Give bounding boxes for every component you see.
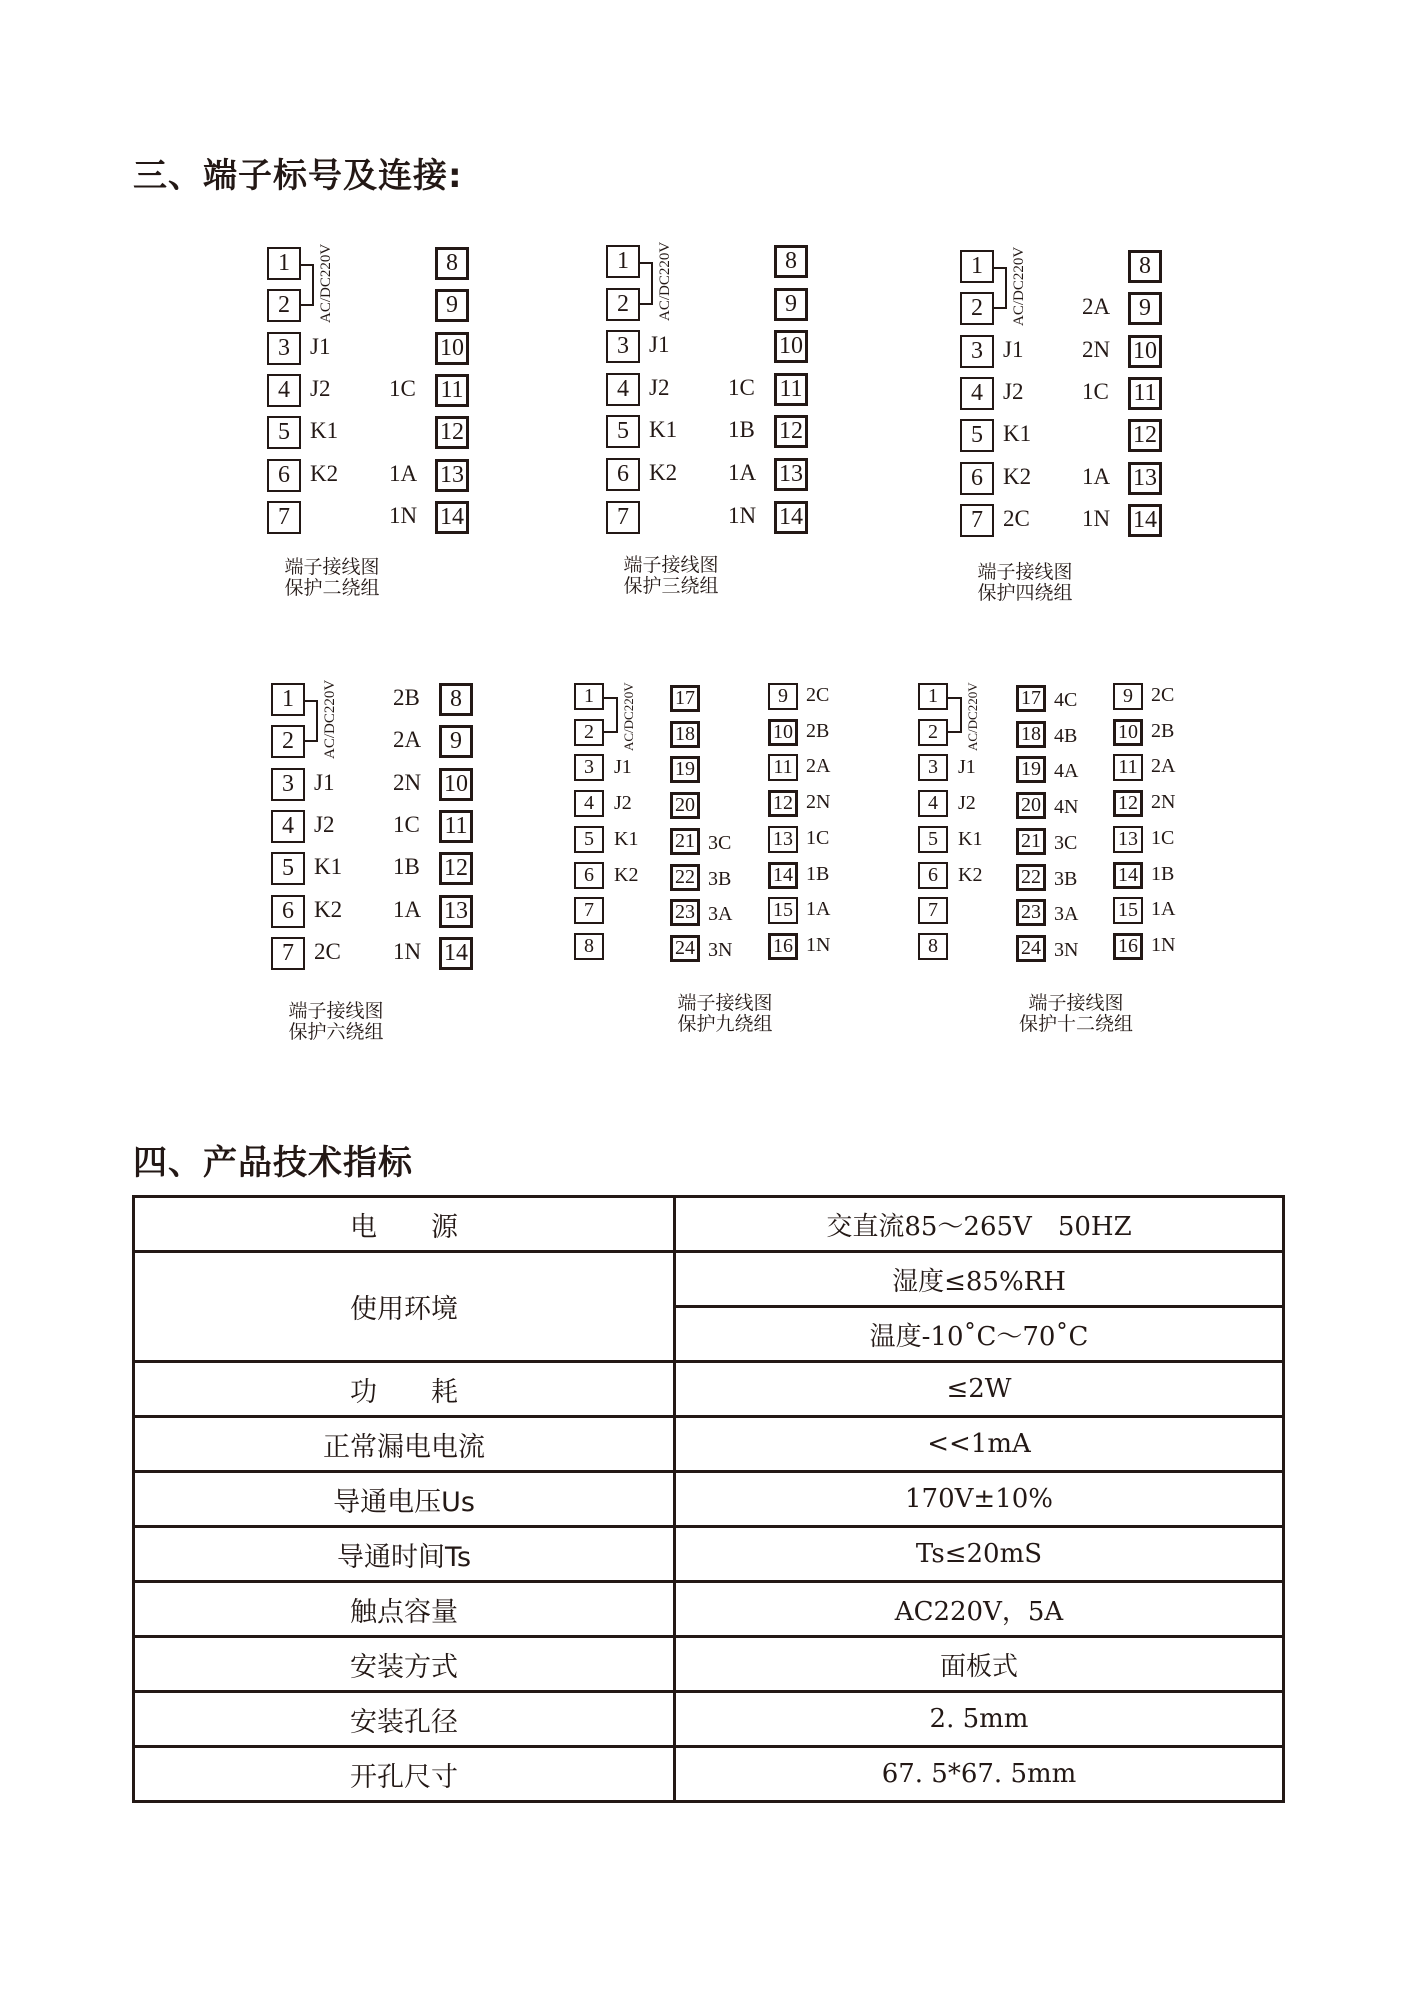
power-label: AC/DC220V <box>621 682 636 751</box>
spec-value: AC220V，5A <box>675 1582 1284 1637</box>
terminal-label: 2B <box>393 685 420 710</box>
terminal-5: 5 <box>960 419 994 452</box>
terminal-10: 10 <box>768 719 798 746</box>
terminal-5: 5 <box>574 826 604 853</box>
terminal-11: 11 <box>1113 754 1143 781</box>
spec-key: 使用环境 <box>134 1252 675 1362</box>
terminal-label: 2A <box>1151 755 1176 777</box>
terminal-10: 10 <box>1113 719 1143 746</box>
caption-subtitle: 保护三绕组 <box>623 575 719 597</box>
terminal-label: 1B <box>393 854 420 879</box>
spec-value: 67. 5*67. 5mm <box>675 1747 1284 1802</box>
terminal-label: K2 <box>649 460 678 485</box>
terminal-label: 1C <box>806 827 830 849</box>
terminal-10: 10 <box>774 330 808 363</box>
table-row <box>134 1417 1284 1472</box>
terminal-1: 1 <box>271 683 305 716</box>
terminal-label: K1 <box>958 828 983 850</box>
power-bracket <box>305 700 318 742</box>
terminal-7: 7 <box>574 897 604 924</box>
table-row <box>134 1692 1284 1747</box>
caption-title: 端子接线图 <box>1028 992 1124 1014</box>
table-row <box>134 1362 1284 1417</box>
terminal-1: 1 <box>606 245 640 278</box>
caption-title: 端子接线图 <box>977 561 1073 583</box>
terminal-13: 13 <box>439 895 473 928</box>
terminal-1: 1 <box>574 683 604 710</box>
terminal-8: 8 <box>918 933 948 960</box>
terminal-label: 1A <box>1082 464 1111 489</box>
terminal-13: 13 <box>768 826 798 853</box>
power-bracket <box>604 697 618 733</box>
spec-value: ≤2W <box>675 1362 1284 1417</box>
terminal-7: 7 <box>606 501 640 534</box>
spec-key: 安装孔径 <box>134 1692 675 1747</box>
terminal-label: K2 <box>314 897 343 922</box>
terminal-18: 18 <box>670 721 700 748</box>
terminal-7: 7 <box>271 937 305 970</box>
section-title-terminals: 三、端子标号及连接: <box>133 156 463 196</box>
terminal-label: 2C <box>806 684 830 706</box>
terminal-3: 3 <box>267 332 301 365</box>
terminal-label: K2 <box>1003 464 1032 489</box>
spec-value: Ts≤20mS <box>675 1527 1284 1582</box>
terminal-19: 19 <box>670 756 700 783</box>
terminal-9: 9 <box>1128 292 1162 325</box>
terminal-label: 1A <box>728 460 757 485</box>
table-row <box>134 1582 1284 1637</box>
caption-subtitle: 保护九绕组 <box>677 1013 773 1035</box>
terminal-7: 7 <box>267 501 301 534</box>
terminal-label: 1N <box>1082 506 1111 531</box>
terminal-label: 1A <box>1151 898 1176 920</box>
spec-key: 正常漏电电流 <box>134 1417 675 1472</box>
terminal-12: 12 <box>774 415 808 448</box>
terminal-label: 3N <box>708 939 733 961</box>
diagram-caption <box>257 557 407 599</box>
power-label: AC/DC220V <box>965 682 980 751</box>
terminal-label: 4N <box>1054 796 1079 818</box>
terminal-16: 16 <box>768 933 798 960</box>
terminal-3: 3 <box>918 754 948 781</box>
terminal-label: 3C <box>708 832 732 854</box>
caption-subtitle: 保护四绕组 <box>977 582 1073 604</box>
terminal-label: 2A <box>806 755 831 777</box>
terminal-13: 13 <box>435 459 469 492</box>
terminal-7: 7 <box>918 897 948 924</box>
terminal-24: 24 <box>1016 935 1046 962</box>
spec-value: 交直流85～265V 50HZ <box>675 1197 1284 1252</box>
terminal-label: 1A <box>389 461 418 486</box>
terminal-4: 4 <box>606 373 640 406</box>
terminal-label: J2 <box>314 812 335 837</box>
terminal-18: 18 <box>1016 721 1046 748</box>
terminal-9: 9 <box>435 289 469 322</box>
terminal-label: 3N <box>1054 939 1079 961</box>
terminal-label: 2N <box>1082 337 1111 362</box>
terminal-label: 1B <box>728 417 755 442</box>
terminal-6: 6 <box>918 862 948 889</box>
terminal-6: 6 <box>267 459 301 492</box>
terminal-19: 19 <box>1016 756 1046 783</box>
terminal-label: J2 <box>310 376 331 401</box>
power-bracket <box>948 697 962 733</box>
terminal-7: 7 <box>960 504 994 537</box>
caption-title: 端子接线图 <box>284 556 380 578</box>
table-row <box>134 1527 1284 1582</box>
terminal-label: J1 <box>310 334 331 359</box>
terminal-4: 4 <box>960 377 994 410</box>
power-label: AC/DC220V <box>1011 246 1027 326</box>
caption-title: 端子接线图 <box>677 992 773 1014</box>
terminal-12: 12 <box>1128 419 1162 452</box>
terminal-14: 14 <box>768 862 798 889</box>
terminal-11: 11 <box>1128 377 1162 410</box>
terminal-label: J2 <box>958 792 976 814</box>
terminal-label: K2 <box>310 461 339 486</box>
spec-value: 2. 5mm <box>675 1692 1284 1747</box>
terminal-15: 15 <box>768 897 798 924</box>
terminal-21: 21 <box>670 828 700 855</box>
caption-subtitle: 保护六绕组 <box>288 1021 384 1043</box>
terminal-21: 21 <box>1016 828 1046 855</box>
terminal-24: 24 <box>670 935 700 962</box>
spec-table <box>132 1195 1285 1803</box>
terminal-1: 1 <box>918 683 948 710</box>
terminal-label: 1N <box>1151 934 1176 956</box>
terminal-14: 14 <box>435 501 469 534</box>
terminal-11: 11 <box>774 373 808 406</box>
terminal-label: K1 <box>310 418 339 443</box>
spec-key: 安装方式 <box>134 1637 675 1692</box>
terminal-3: 3 <box>271 768 305 801</box>
terminal-label: 2A <box>1082 294 1111 319</box>
terminal-label: 2C <box>1003 506 1030 531</box>
terminal-8: 8 <box>439 683 473 716</box>
terminal-label: 3A <box>708 903 733 925</box>
terminal-12: 12 <box>435 416 469 449</box>
terminal-label: 1C <box>393 812 420 837</box>
terminal-label: K1 <box>649 417 678 442</box>
terminal-label: 1A <box>806 898 831 920</box>
terminal-4: 4 <box>267 374 301 407</box>
terminal-label: 1N <box>393 939 422 964</box>
terminal-9: 9 <box>1113 683 1143 710</box>
power-bracket <box>301 264 314 306</box>
terminal-16: 16 <box>1113 933 1143 960</box>
terminal-3: 3 <box>960 335 994 368</box>
terminal-6: 6 <box>574 862 604 889</box>
terminal-label: 1C <box>389 376 416 401</box>
terminal-11: 11 <box>435 374 469 407</box>
terminal-label: J2 <box>614 792 632 814</box>
terminal-label: 1A <box>393 897 422 922</box>
terminal-label: 2A <box>393 727 422 752</box>
terminal-label: 2N <box>806 791 831 813</box>
terminal-20: 20 <box>670 792 700 819</box>
terminal-label: 1B <box>1151 863 1175 885</box>
diagram-caption <box>950 562 1100 604</box>
terminal-2: 2 <box>574 719 604 746</box>
terminal-label: 4B <box>1054 725 1078 747</box>
terminal-2: 2 <box>271 725 305 758</box>
caption-title: 端子接线图 <box>623 554 719 576</box>
terminal-label: K1 <box>614 828 639 850</box>
terminal-12: 12 <box>1113 790 1143 817</box>
terminal-8: 8 <box>1128 250 1162 283</box>
terminal-label: 2N <box>393 770 422 795</box>
spec-value: <<1mA <box>675 1417 1284 1472</box>
terminal-4: 4 <box>271 810 305 843</box>
terminal-label: J2 <box>1003 379 1024 404</box>
power-label: AC/DC220V <box>318 243 334 323</box>
section-title-specs: 四、产品技术指标 <box>133 1143 413 1183</box>
spec-value: 温度-10˚C～70˚C <box>675 1307 1284 1362</box>
terminal-11: 11 <box>439 810 473 843</box>
terminal-label: K2 <box>614 864 639 886</box>
terminal-13: 13 <box>774 458 808 491</box>
power-bracket <box>640 262 653 305</box>
power-label: AC/DC220V <box>322 679 338 759</box>
terminal-6: 6 <box>271 895 305 928</box>
terminal-8: 8 <box>774 245 808 278</box>
terminal-label: J2 <box>649 375 670 400</box>
diagram-caption <box>650 993 800 1035</box>
spec-value: 170V±10% <box>675 1472 1284 1527</box>
caption-subtitle: 保护二绕组 <box>284 577 380 599</box>
terminal-label: 3C <box>1054 832 1078 854</box>
terminal-17: 17 <box>670 685 700 712</box>
spec-key: 功 耗 <box>134 1362 675 1417</box>
spec-key: 开孔尺寸 <box>134 1747 675 1802</box>
power-label: AC/DC220V <box>657 241 673 321</box>
table-row <box>134 1747 1284 1802</box>
terminal-5: 5 <box>606 415 640 448</box>
table-row <box>134 1197 1284 1252</box>
terminal-label: K1 <box>1003 421 1032 446</box>
terminal-label: 2B <box>1151 720 1175 742</box>
terminal-15: 15 <box>1113 897 1143 924</box>
spec-value: 湿度≤85%RH <box>675 1252 1284 1307</box>
terminal-4: 4 <box>918 790 948 817</box>
terminal-label: 1N <box>728 503 757 528</box>
terminal-5: 5 <box>267 416 301 449</box>
terminal-label: 1N <box>389 503 418 528</box>
terminal-14: 14 <box>774 501 808 534</box>
diagram-caption <box>261 1001 411 1043</box>
table-row <box>134 1472 1284 1527</box>
table-row <box>134 1252 1284 1307</box>
terminal-label: 2C <box>314 939 341 964</box>
terminal-label: 1N <box>806 934 831 956</box>
terminal-label: 4C <box>1054 689 1078 711</box>
terminal-label: 2N <box>1151 791 1176 813</box>
terminal-label: 2C <box>1151 684 1175 706</box>
table-row <box>134 1637 1284 1692</box>
spec-value: 面板式 <box>675 1637 1284 1692</box>
spec-key: 导通电压Us <box>134 1472 675 1527</box>
terminal-label: J1 <box>958 756 976 778</box>
terminal-23: 23 <box>1016 899 1046 926</box>
terminal-20: 20 <box>1016 792 1046 819</box>
diagram-caption <box>596 555 746 597</box>
terminal-3: 3 <box>606 330 640 363</box>
spec-key: 导通时间Ts <box>134 1527 675 1582</box>
caption-title: 端子接线图 <box>288 1000 384 1022</box>
terminal-13: 13 <box>1113 826 1143 853</box>
terminal-6: 6 <box>960 462 994 495</box>
terminal-23: 23 <box>670 899 700 926</box>
terminal-2: 2 <box>267 289 301 322</box>
terminal-label: J1 <box>614 756 632 778</box>
terminal-label: 2B <box>806 720 830 742</box>
caption-subtitle: 保护十二绕组 <box>1018 1013 1133 1035</box>
terminal-14: 14 <box>1128 504 1162 537</box>
terminal-label: 4A <box>1054 760 1079 782</box>
terminal-1: 1 <box>960 250 994 283</box>
terminal-label: 1B <box>806 863 830 885</box>
terminal-label: 3A <box>1054 903 1079 925</box>
terminal-4: 4 <box>574 790 604 817</box>
terminal-13: 13 <box>1128 462 1162 495</box>
terminal-9: 9 <box>439 725 473 758</box>
terminal-label: 1C <box>1151 827 1175 849</box>
terminal-label: J1 <box>649 332 670 357</box>
terminal-14: 14 <box>439 937 473 970</box>
terminal-9: 9 <box>768 683 798 710</box>
terminal-12: 12 <box>439 852 473 885</box>
terminal-2: 2 <box>918 719 948 746</box>
terminal-2: 2 <box>606 288 640 321</box>
terminal-12: 12 <box>768 790 798 817</box>
terminal-label: 3B <box>1054 868 1078 890</box>
diagram-caption <box>986 993 1166 1035</box>
terminal-17: 17 <box>1016 685 1046 712</box>
terminal-label: K2 <box>958 864 983 886</box>
terminal-2: 2 <box>960 292 994 325</box>
terminal-5: 5 <box>918 826 948 853</box>
terminal-3: 3 <box>574 754 604 781</box>
terminal-22: 22 <box>670 864 700 891</box>
terminal-label: 3B <box>708 868 732 890</box>
terminal-label: J1 <box>314 770 335 795</box>
terminal-5: 5 <box>271 852 305 885</box>
terminal-1: 1 <box>267 247 301 280</box>
terminal-9: 9 <box>774 288 808 321</box>
spec-key: 电 源 <box>134 1197 675 1252</box>
terminal-10: 10 <box>439 768 473 801</box>
terminal-label: 1C <box>1082 379 1109 404</box>
terminal-10: 10 <box>1128 335 1162 368</box>
terminal-10: 10 <box>435 332 469 365</box>
terminal-6: 6 <box>606 458 640 491</box>
terminal-label: J1 <box>1003 337 1024 362</box>
terminal-22: 22 <box>1016 864 1046 891</box>
spec-key: 触点容量 <box>134 1582 675 1637</box>
terminal-label: K1 <box>314 854 343 879</box>
power-bracket <box>994 267 1007 309</box>
terminal-14: 14 <box>1113 862 1143 889</box>
terminal-8: 8 <box>435 247 469 280</box>
terminal-label: 1C <box>728 375 755 400</box>
terminal-11: 11 <box>768 754 798 781</box>
terminal-8: 8 <box>574 933 604 960</box>
